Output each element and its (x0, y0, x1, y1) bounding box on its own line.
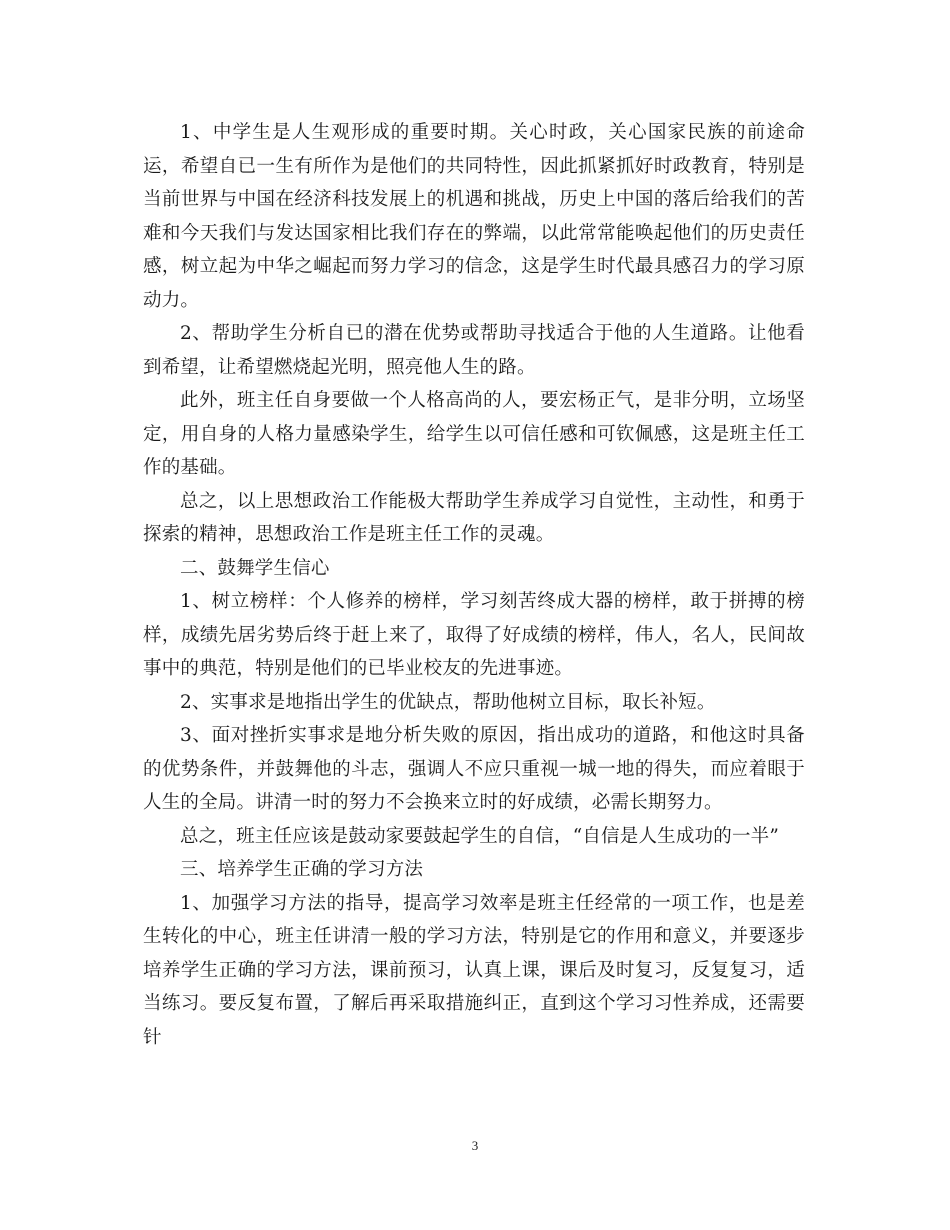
section-heading-3: 三、培养学生正确的学习方法 (180, 859, 424, 880)
page-number: 3 (471, 1138, 479, 1153)
document-body (143, 116, 805, 1054)
paragraph-8: 3、面对挫折实事求是地分析失败的原因，指出成功的道路，和他这时具备的优势条件，并鼓舞他的斗志，强调人不应只重视一城一地的得失，而应着眼于人生的全局。讲清一时的努力不会换来立时的好成绩，必需长期努力。 (143, 725, 805, 813)
paragraph-1: 1、中学生是人生观形成的重要时期。关心时政，关心国家民族的前途命运，希望自已一生有所作为是他们的共同特性，因此抓紧抓好时政教育，特别是当前世界与中国在经济科技发展上的机遇和挑战，历史上中国的落后给我们的苦难和今天我们与发达国家相比我们存在的弊端，以此常常能唤起他们的历史责任感，树立起为中华之崛起而努力学习的信念，这是学生时代最具感召力的学习原动力。 (143, 122, 805, 311)
paragraph-3: 此外，班主任自身要做一个人格高尚的人，要宏杨正气，是非分明，立场坚定，用自身的人格力量感染学生，给学生以可信任感和可钦佩感，这是班主任工作的基础。 (143, 390, 805, 478)
paragraph-11: 1、加强学习方法的指导，提高学习效率是班主任经常的一项工作，也是差生转化的中心，班主任讲清一般的学习方法，特别是它的作用和意义，并要逐步培养学生正确的学习方法，课前预习，认真上课，课后及时复习，反复复习，适当练习。要反复布置，了解后再采取措施纠正，直到这个学习习性养成，还需要针 (143, 892, 805, 1048)
paragraph-2: 2、帮助学生分析自已的潜在优势或帮助寻找适合于他的人生道路。让他看到希望，让希望燃烧起光明，照亮他人生的路。 (143, 323, 805, 378)
section-heading-2: 二、鼓舞学生信心 (180, 557, 330, 579)
paragraph-6: 1、树立榜样：个人修养的榜样，学习刻苦终成大器的榜样，敢于拼搏的榜样，成绩先居劣势后终于赶上来了，取得了好成绩的榜样，伟人，名人，民间故事中的典范，特别是他们的已毕业校友的先进事迹。 (143, 591, 805, 679)
paragraph-4: 总之，以上思想政治工作能极大帮助学生养成学习自觉性，主动性，和勇于探索的精神，思想政治工作是班主任工作的灵魂。 (143, 490, 805, 545)
paragraph-7: 2、实事求是地指出学生的优缺点，帮助他树立目标，取长补短。 (180, 691, 716, 713)
paragraph-9: 总之，班主任应该是鼓动家要鼓起学生的自信，“自信是人生成功的一半” (180, 825, 780, 847)
